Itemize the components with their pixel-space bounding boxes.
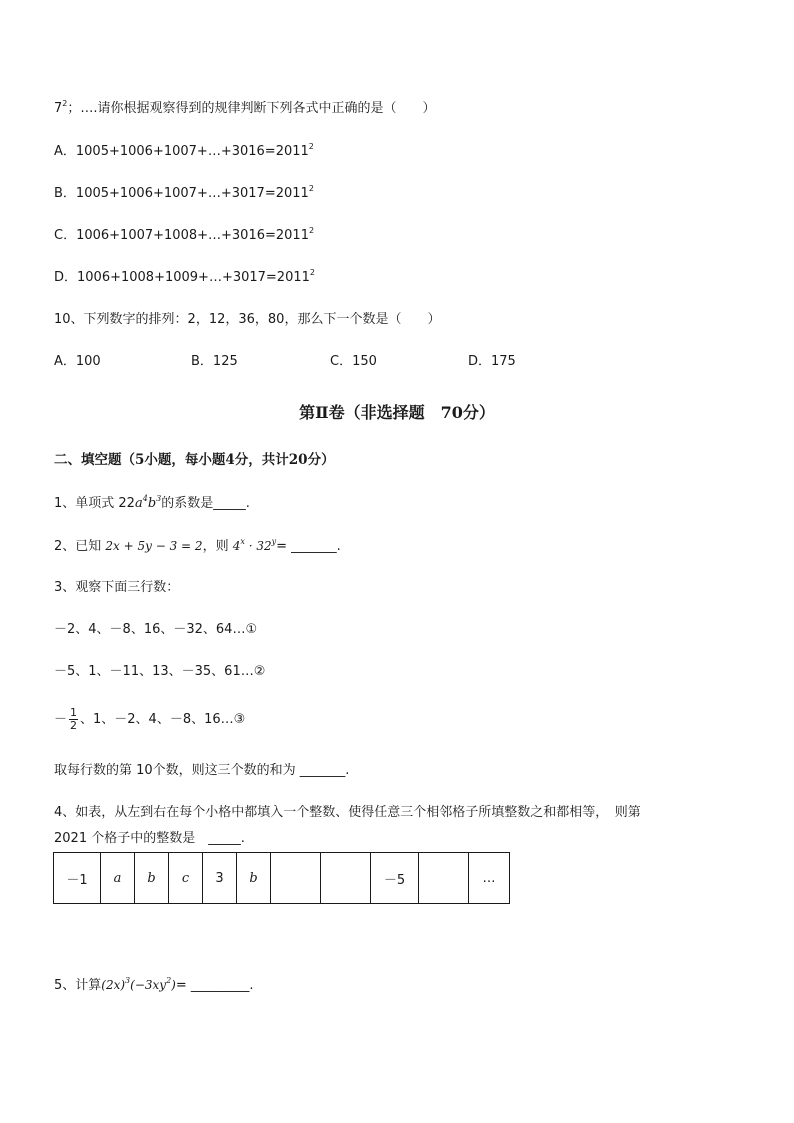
fill-q3-ask: 取每行数的第 10个数，则这三个数的和为 _______.	[54, 763, 350, 778]
q9-intro-exp: 2	[62, 99, 68, 108]
fill-q1	[54, 495, 250, 513]
q9-option-b-text: B．1005+1006+1007+…+3017=2011	[54, 186, 309, 201]
fill-q3-row2: －5、1、－11、13、－35、61…②	[54, 664, 266, 679]
fill-q5-expr1: (2x)	[101, 978, 126, 992]
fill-q1-exp-a: 4	[142, 494, 148, 503]
q9-option-a-exp: 2	[308, 142, 314, 151]
grid-cell: a	[101, 853, 135, 904]
grid-cell	[271, 853, 321, 904]
grid-cell: …	[469, 853, 510, 904]
number-grid-table	[53, 852, 510, 904]
fill-q5-prefix: 5、计算	[54, 978, 102, 993]
fill-q2-blank: = _______.	[276, 539, 341, 554]
fill-q2-then: ，则	[202, 539, 229, 554]
fill-q1-prefix: 1、单项式 22	[54, 496, 135, 511]
q9-intro-base: 7	[54, 101, 63, 116]
fill-q4-line2: 2021 个格子中的整数是 _____.	[54, 831, 245, 846]
q9-option-c-exp: 2	[308, 226, 315, 235]
fill-q5-expr3: )	[171, 978, 176, 992]
fill-q5-expr2: (−3xy	[130, 978, 167, 992]
fill-q2-dot: ·	[244, 539, 257, 553]
fraction-numerator: 1	[70, 706, 78, 719]
q9-option-d-text: D．1006+1008+1009+…+3017=2011	[54, 270, 310, 285]
grid-cell: －5	[371, 853, 419, 904]
fill-q3-row3-sign: －	[54, 712, 68, 727]
fill-q4-line1: 4、如表，从左到右在每个小格中都填入一个整数、使得任意三个相邻格子所填整数之和都相等， 则第	[54, 805, 641, 820]
q10-option-c[interactable]: C．150	[330, 354, 377, 369]
fill-q5	[54, 976, 254, 995]
fill-q5-exp2: 2	[166, 976, 172, 985]
fill-q2-prefix: 2、已知	[54, 539, 102, 554]
q9-option-a-text: A．1005+1006+1007+…+3016=2011	[54, 144, 309, 159]
fill-q2	[54, 537, 341, 556]
fraction-denominator: 2	[70, 719, 78, 732]
fill-q3-row3	[54, 706, 245, 734]
grid-cell: －1	[54, 853, 101, 904]
q9-option-d-exp: 2	[309, 268, 315, 277]
q9-option-c[interactable]	[54, 227, 314, 245]
section-title: 第Ⅱ卷（非选择题 70分）	[299, 403, 495, 422]
q9-option-d[interactable]	[54, 269, 315, 287]
q9-option-b-exp: 2	[308, 184, 314, 193]
grid-cell	[419, 853, 469, 904]
fill-q1-var-b: b	[147, 496, 157, 511]
fill-q5-blank: = _________.	[175, 978, 254, 993]
fill-section-heading: 二、填空题（5小题，每小题4分，共计20分）	[54, 452, 335, 468]
grid-cell: b	[237, 853, 271, 904]
q10-option-d[interactable]: D．175	[468, 354, 516, 369]
fill-q2-base1: 4	[232, 539, 241, 553]
grid-cell: b	[135, 853, 169, 904]
q9-intro-text: ；….请你根据观察得到的规律判断下列各式中正确的是（ ）	[67, 101, 436, 116]
grid-cell: 3	[203, 853, 237, 904]
fill-q1-exp-b: 3	[156, 494, 162, 503]
fill-q2-base2: 32	[256, 539, 272, 553]
q9-option-b[interactable]	[54, 185, 314, 203]
fill-q2-exp1: x	[240, 537, 245, 546]
table-row	[54, 853, 510, 904]
q9-option-c-text: C．1006+1007+1008+…+3016=2011	[54, 228, 309, 243]
q10-option-a[interactable]: A．100	[54, 354, 101, 369]
fill-q2-exp2: y	[271, 537, 277, 546]
grid-cell: c	[169, 853, 203, 904]
fill-q5-exp1: 3	[125, 976, 131, 985]
q10-stem: 10、下列数字的排列：2，12，36，80，那么下一个数是（ ）	[54, 312, 441, 327]
q9-option-a[interactable]	[54, 143, 314, 161]
fill-q1-var-a: a	[134, 496, 143, 511]
fill-q3-stem: 3、观察下面三行数：	[54, 580, 180, 595]
fill-q2-equation: 2x + 5y − 3 = 2	[105, 539, 203, 553]
q10-option-b[interactable]: B．125	[191, 354, 238, 369]
fill-q3-row3-rest: 、1、－2、4、－8、16…③	[80, 712, 246, 727]
fraction-one-half	[69, 707, 78, 732]
grid-cell	[321, 853, 371, 904]
fill-q3-row1: －2、4、－8、16、－32、64…①	[54, 622, 258, 637]
fill-q1-suffix: 的系数是_____.	[161, 496, 250, 511]
q9-intro	[54, 100, 436, 118]
